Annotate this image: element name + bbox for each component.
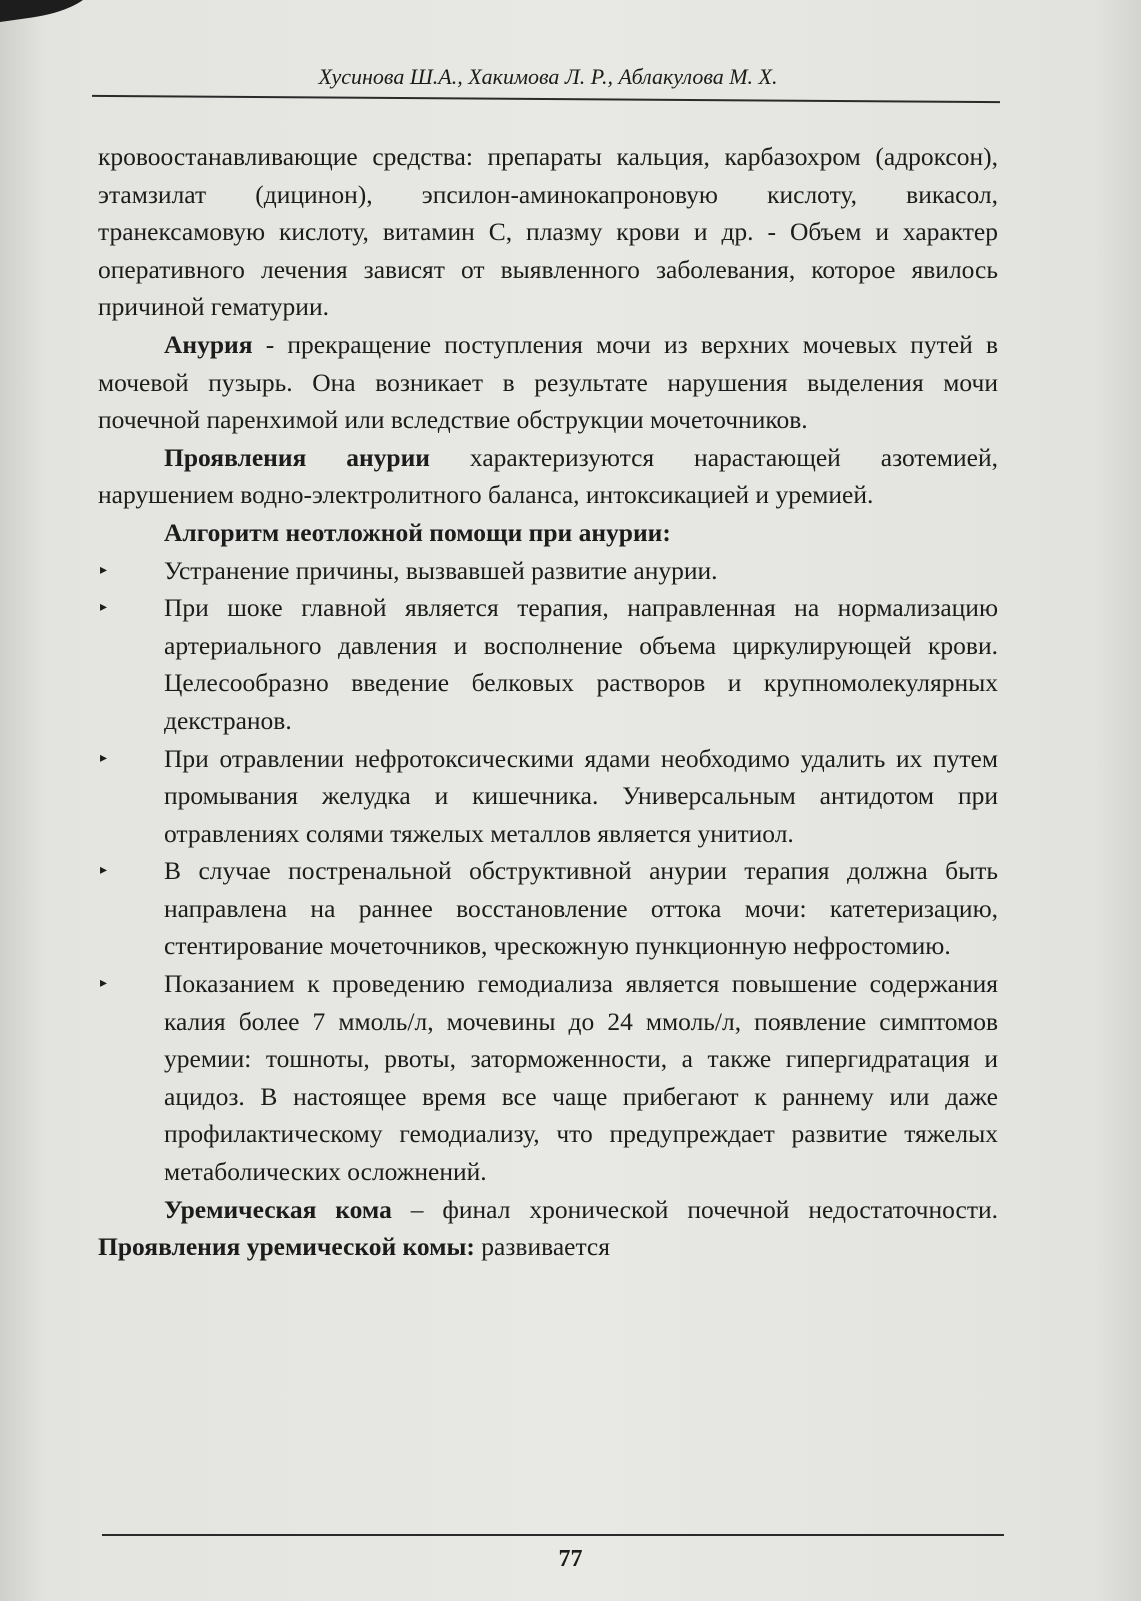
list-item-text: В случае постренальной обструктивной анурии терапия должна быть направлена на раннее восстановление оттока мочи: катетеризацию, стентирование мочеточников, чрескожную пункционную нефростомию. [164, 856, 998, 961]
list-item-text: Устранение причины, вызвавшей развитие анурии. [164, 555, 718, 585]
list-item [98, 552, 998, 590]
list-item [98, 740, 998, 853]
term-uremic-coma-manifestations: Проявления уремической комы: [98, 1232, 475, 1262]
list-item-text: Показанием к проведению гемодиализа является повышение содержания калия более 7 ммоль/л, мочевины до 24 ммоль/л, появление симптомов уремии: тошноты, рвоты, заторможенности, а также гипергидратация и ацидоз. В настоящее время все чаще прибегают к раннему или даже профилактическому гемодиализу, что предупреждает развитие тяжелых метаболических осложнений. [164, 969, 998, 1187]
footer-rule [102, 1534, 1004, 1536]
list-item [98, 589, 998, 739]
uremic-coma-continuation: развивается [474, 1232, 610, 1262]
algorithm-heading: Алгоритм неотложной помощи при анурии: [164, 517, 671, 547]
term-anuria-manifestations: Проявления анурии [164, 442, 430, 472]
bullet-icon: ▸ [100, 976, 108, 992]
list-item-text: При отравлении нефротоксическими ядами необходимо удалить их путем промывания желудка и кишечника. Универсальным антидотом при отравлениях солями тяжелых металлов является унитиол. [164, 743, 998, 848]
anuria-definition-text: - прекращение поступления мочи из верхних мочевых путей в мочевой пузырь. Она возникает в результате нарушения выделения мочи почечной паренхимой или вследствие обструкции мочеточников. [98, 329, 998, 435]
page-number: 77 [558, 1546, 583, 1572]
paragraph-uremic-coma [98, 1191, 998, 1266]
scan-corner-shadow [0, 0, 92, 22]
header-rule [92, 95, 1000, 103]
list-item [98, 852, 998, 965]
paragraph-anuria-definition [98, 326, 998, 439]
paragraph-anuria-manifestations [98, 439, 998, 514]
bullet-icon: ▸ [100, 750, 108, 766]
list-item-text: При шоке главной является терапия, направленная на нормализацию артериального давления и восполнение объема циркулирующей крови. Целесообразно введение белковых растворов и крупномолекулярных декстранов. [164, 593, 998, 735]
bullet-icon: ▸ [100, 863, 108, 879]
paragraph-hemostatics: кровоостанавливающие средства: препараты кальция, карбазохром (адроксон), этамзилат (дицинон), эпсилон-аминокапроновую кислоту, викасол, транексамовую кислоту, витамин С, плазму крови и др. - Объем и характер оперативного лечения зависят от выявленного заболевания, которое явилось причиной гематурии. [98, 142, 998, 322]
bullet-icon: ▸ [100, 562, 108, 578]
page-body [98, 138, 998, 1266]
list-item [98, 965, 998, 1191]
algorithm-list [98, 552, 998, 1191]
term-uremic-coma: Уремическая кома [164, 1194, 392, 1224]
uremic-coma-text: – финал хронической почечной недостаточности. [391, 1194, 998, 1224]
bullet-icon: ▸ [100, 600, 108, 616]
running-head-authors: Хусинова Ш.А., Хакимова Л. Р., Аблакулова М. Х. [318, 64, 778, 89]
anuria-manifestations-text: характеризуются нарастающей азотемией, нарушением водно-электролитного баланса, интоксикацией и уремией. [98, 442, 998, 510]
term-anuria: Анурия [164, 329, 253, 359]
